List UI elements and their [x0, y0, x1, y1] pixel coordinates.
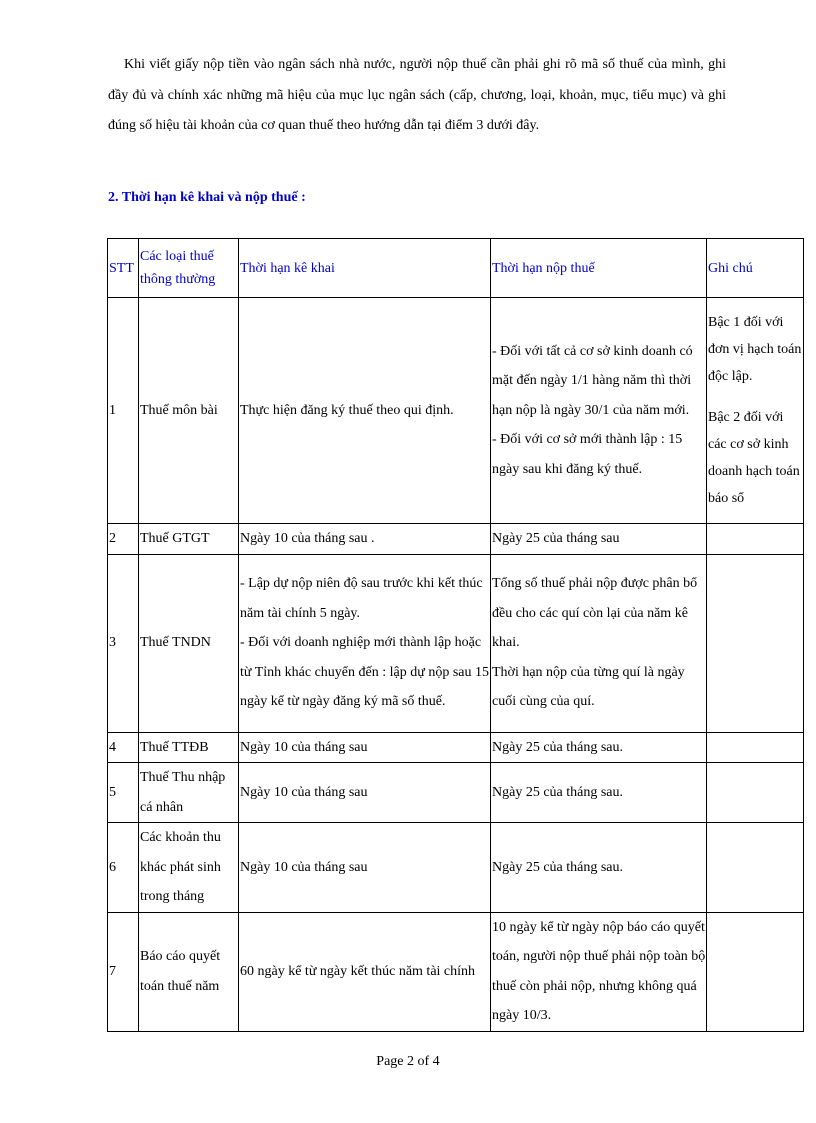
cell-pay: 10 ngày kể từ ngày nộp báo cáo quyết toán, người nộp thuế phải nộp toàn bộ thuế còn phải nộp, nhưng không quá ngày 10/3. — [491, 912, 707, 1031]
page-footer: Page 2 of 4 — [376, 1054, 440, 1069]
cell-tax-type: Thuế TTĐB — [139, 732, 239, 763]
cell-note — [707, 823, 804, 913]
cell-note — [707, 912, 804, 1031]
cell-declare: Thực hiện đăng ký thuế theo qui định. — [239, 298, 491, 524]
cell-pay-line-1: Tổng số thuế phải nộp được phân bổ đều cho các quí còn lại của năm kê khai. — [492, 576, 698, 651]
cell-pay: Ngày 25 của tháng sau. — [491, 823, 707, 913]
cell-declare: Ngày 10 của tháng sau — [239, 732, 491, 763]
cell-note — [707, 298, 804, 524]
cell-stt: 6 — [108, 823, 139, 913]
cell-pay-line-1: - Đối với tất cả cơ sở kinh doanh có mặt đến ngày 1/1 hàng năm thì thời hạn nộp là ngày 30/1 của năm mới. — [492, 343, 693, 418]
header-stt: STT — [108, 239, 139, 298]
table-row — [108, 524, 804, 555]
cell-declare: Ngày 10 của tháng sau — [239, 763, 491, 823]
cell-pay-line-2: Thời hạn nộp của từng quí là ngày cuối cùng của quí. — [492, 664, 685, 710]
cell-pay: Ngày 25 của tháng sau. — [491, 732, 707, 763]
cell-note-line-1: Bậc 1 đối với đơn vị hạch toán độc lập. — [708, 315, 802, 384]
cell-note — [707, 524, 804, 555]
header-declare-deadline: Thời hạn kê khai — [239, 239, 491, 298]
cell-tax-type: Báo cáo quyết toán thuế năm — [139, 912, 239, 1031]
cell-pay — [491, 298, 707, 524]
cell-pay — [491, 554, 707, 732]
cell-declare-line-2: - Đối với doanh nghiệp mới thành lập hoặc từ Tỉnh khác chuyển đến : lập dự nộp sau 15 ngày kể từ ngày đăng ký mã số thuế. — [240, 635, 489, 710]
cell-stt: 1 — [108, 298, 139, 524]
cell-tax-type: Thuế Thu nhập cá nhân — [139, 763, 239, 823]
header-tax-type: Các loại thuế thông thường — [139, 239, 239, 298]
table-header-row — [108, 239, 804, 298]
table-row — [108, 554, 804, 732]
cell-stt: 2 — [108, 524, 139, 555]
cell-note — [707, 763, 804, 823]
table-row — [108, 732, 804, 763]
cell-note-line-2: Bậc 2 đối với các cơ sở kinh doanh hạch toán báo sổ — [708, 410, 800, 506]
table-row — [108, 763, 804, 823]
cell-stt: 4 — [108, 732, 139, 763]
cell-tax-type: Thuế GTGT — [139, 524, 239, 555]
cell-note — [707, 732, 804, 763]
intro-paragraph: Khi viết giấy nộp tiền vào ngân sách nhà nước, người nộp thuế cần phải ghi rõ mã số thuế của mình, ghi đầy đủ và chính xác những mã hiệu của mục lục ngân sách (cấp, chương, loại, khoản, mục, tiểu mục) và ghi đúng số hiệu tài khoản của cơ quan thuế theo hướng dẫn tại điểm 3 dưới đây. — [108, 57, 726, 133]
cell-pay: Ngày 25 của tháng sau — [491, 524, 707, 555]
cell-stt: 7 — [108, 912, 139, 1031]
cell-declare: 60 ngày kể từ ngày kết thúc năm tài chính — [239, 912, 491, 1031]
cell-note — [707, 554, 804, 732]
cell-pay: Ngày 25 của tháng sau. — [491, 763, 707, 823]
cell-stt: 5 — [108, 763, 139, 823]
cell-tax-type: Các khoản thu khác phát sinh trong tháng — [139, 823, 239, 913]
cell-stt: 3 — [108, 554, 139, 732]
tax-deadline-table — [107, 238, 804, 1032]
cell-tax-type: Thuế TNDN — [139, 554, 239, 732]
cell-declare: Ngày 10 của tháng sau . — [239, 524, 491, 555]
cell-tax-type: Thuế môn bài — [139, 298, 239, 524]
cell-declare-line-1: - Lập dự nộp niên độ sau trước khi kết thúc năm tài chính 5 ngày. — [240, 576, 483, 621]
section-heading: 2. Thời hạn kê khai và nộp thuế : — [108, 190, 306, 205]
header-pay-deadline: Thời hạn nộp thuế — [491, 239, 707, 298]
table-row — [108, 298, 804, 524]
cell-pay-line-2: - Đối với cơ sở mới thành lập : 15 ngày sau khi đăng ký thuế. — [492, 432, 683, 477]
cell-declare — [239, 554, 491, 732]
table-row — [108, 823, 804, 913]
cell-declare: Ngày 10 của tháng sau — [239, 823, 491, 913]
header-note: Ghi chú — [707, 239, 804, 298]
table-row — [108, 912, 804, 1031]
